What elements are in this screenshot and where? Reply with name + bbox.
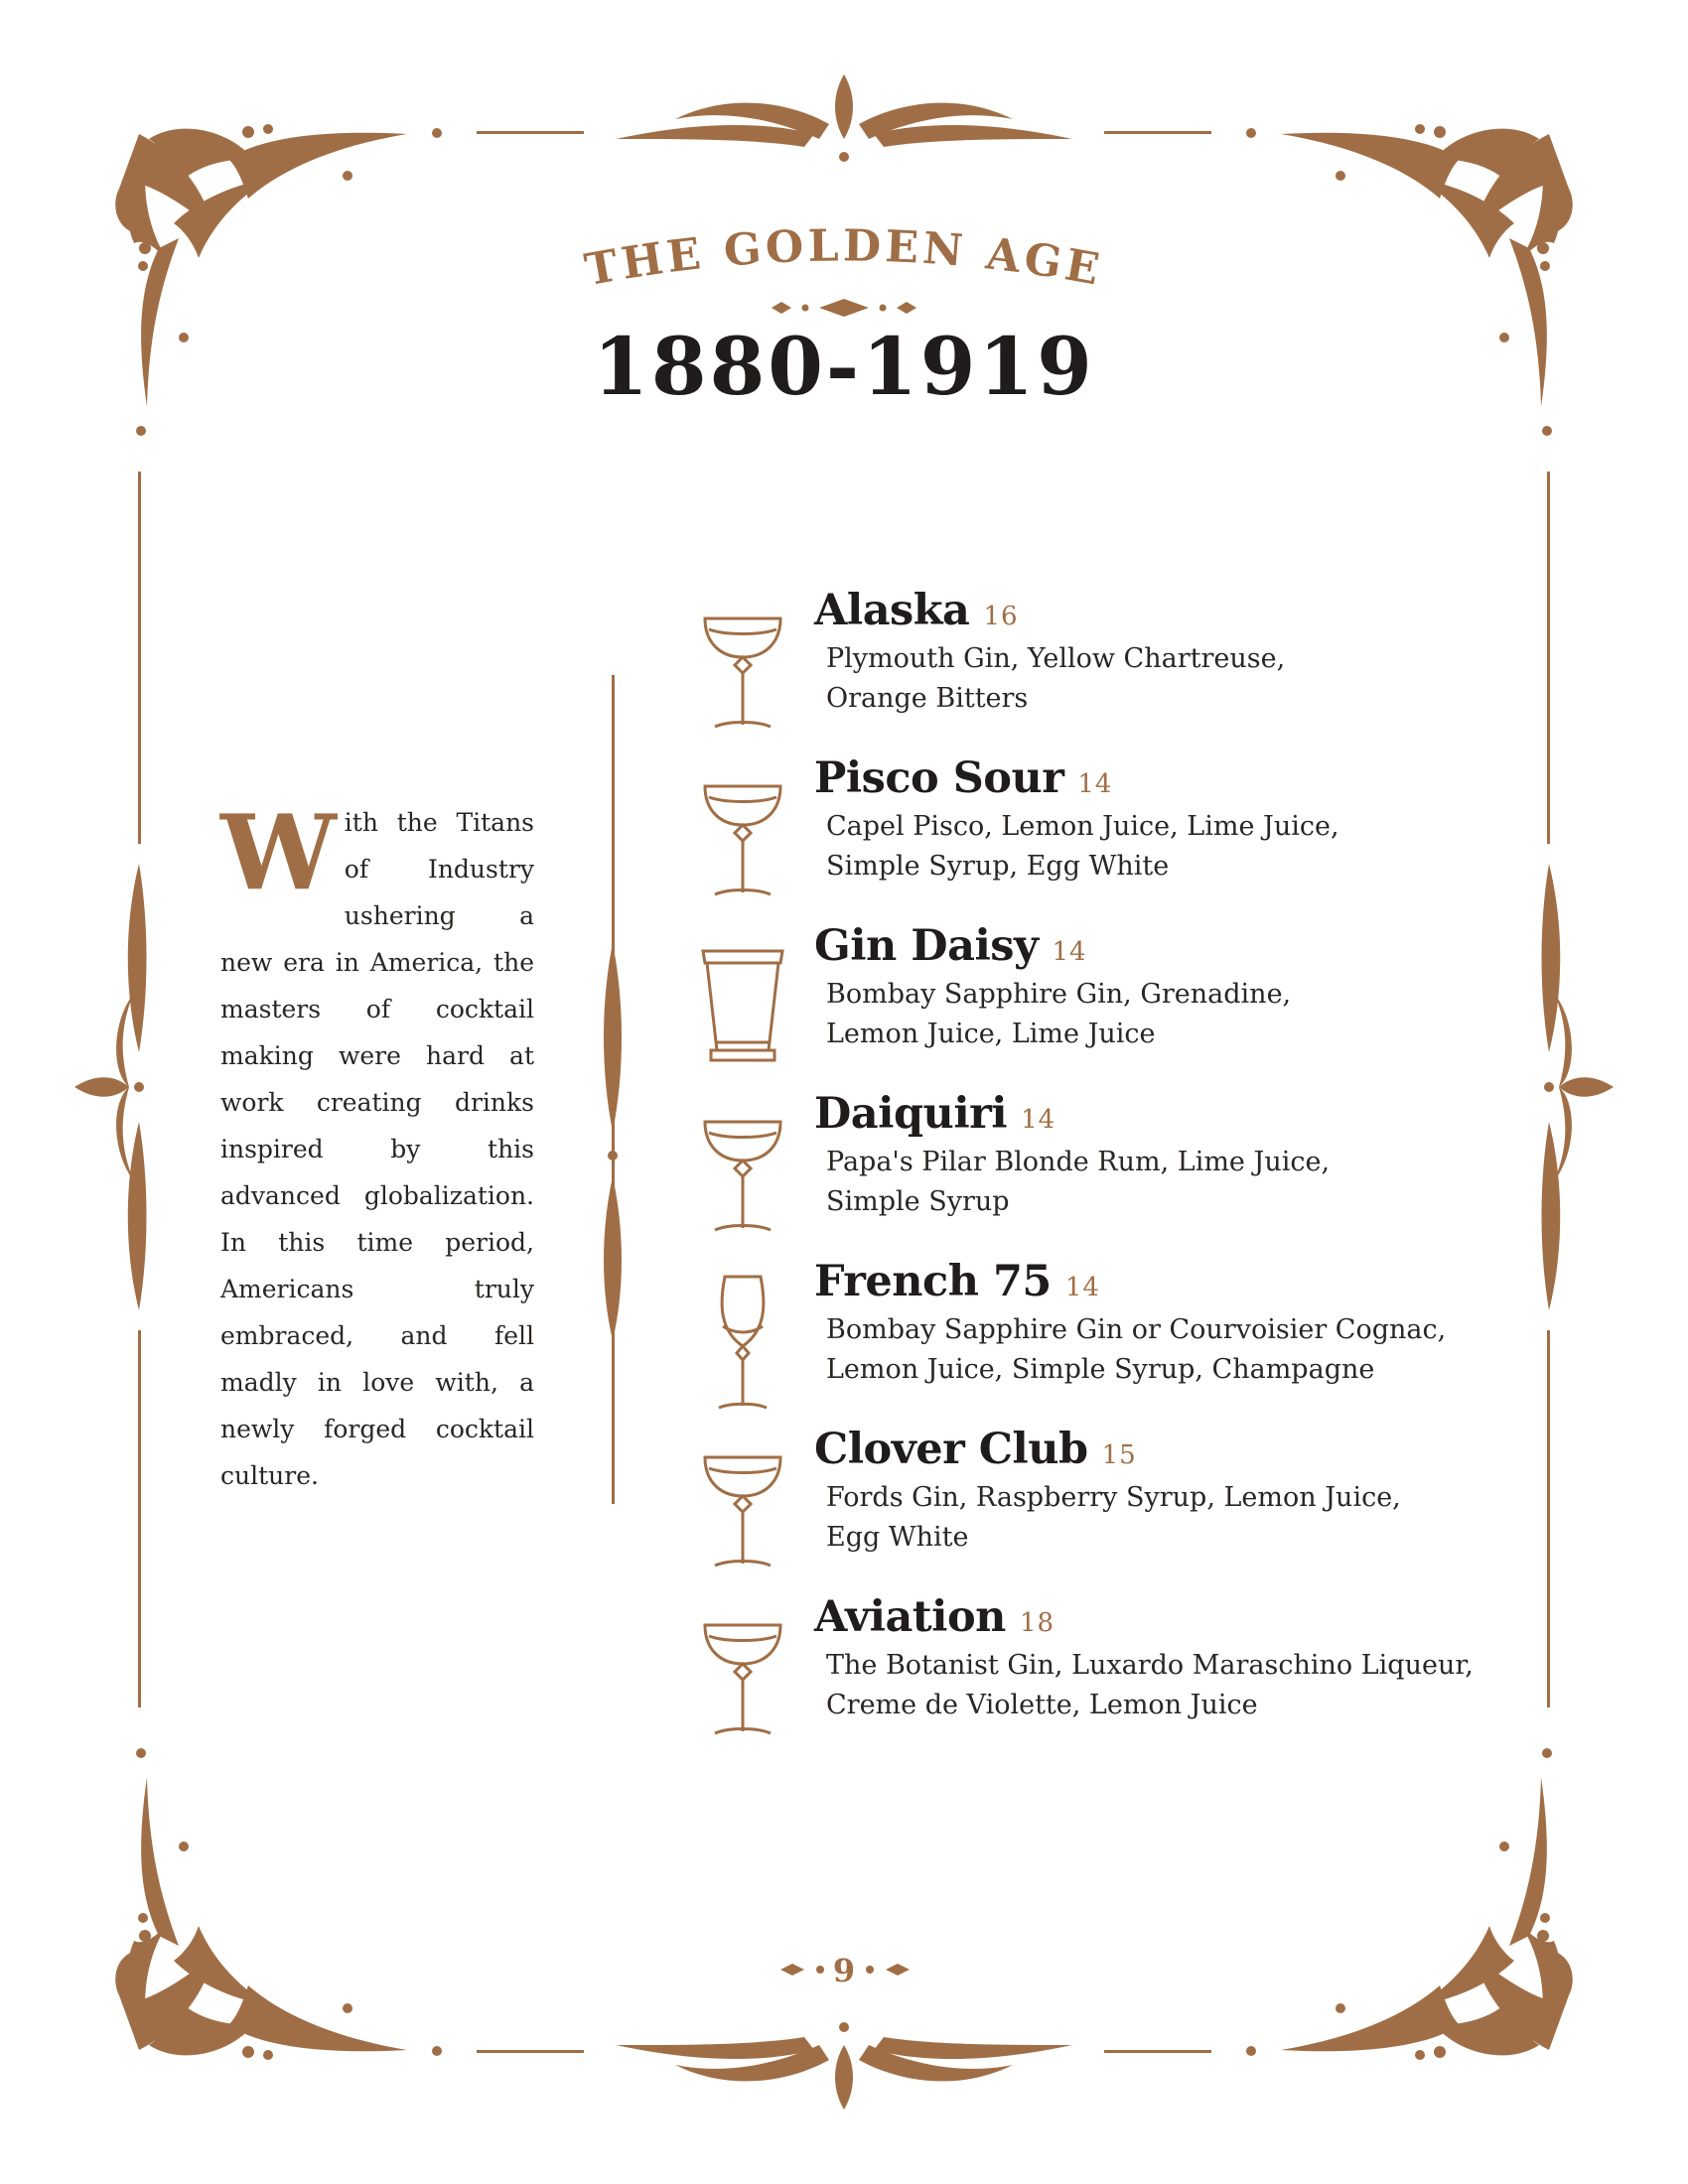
coupe-glass-icon xyxy=(695,1425,790,1578)
title-divider-ornament xyxy=(770,296,918,320)
coupe-glass-icon xyxy=(695,1592,790,1746)
menu-item-text xyxy=(814,1089,1589,1222)
ingredients-line: Bombay Sapphire Gin or Courvoisier Cognac, xyxy=(826,1314,1447,1345)
coupe-glass-icon xyxy=(695,1089,790,1243)
cocktail-name: Daiquiri xyxy=(814,1089,1008,1139)
cocktail-name: French 75 xyxy=(814,1257,1052,1306)
ingredients-line: Capel Pisco, Lemon Juice, Lime Juice, xyxy=(826,811,1339,842)
intro-text: ith the Titans of Industry ushering a new era in America, the masters of cocktail making were hard at work creating drinks inspired by this advanced globalization. In this time period, Americans truly embraced, and fell madly in love with, a newly forged cocktail culture. xyxy=(220,808,534,1490)
menu-item xyxy=(695,586,1589,753)
ingredients-line: Plymouth Gin, Yellow Chartreuse, xyxy=(826,643,1286,674)
menu-item-text xyxy=(814,753,1589,887)
ingredients-line: Fords Gin, Raspberry Syrup, Lemon Juice, xyxy=(826,1482,1401,1513)
cocktail-name: Pisco Sour xyxy=(814,753,1064,803)
ingredients-line: Simple Syrup, Egg White xyxy=(826,851,1170,882)
ingredients-line: Lemon Juice, Lime Juice xyxy=(826,1019,1156,1049)
cocktail-name: Alaska xyxy=(814,586,970,635)
cocktail-price: 14 xyxy=(1021,1105,1056,1135)
menu-item-text xyxy=(814,586,1589,719)
ingredients-line: Orange Bitters xyxy=(826,683,1029,714)
svg-text:THE GOLDEN AGE xyxy=(581,220,1106,296)
column-divider xyxy=(612,675,615,1504)
menu-item-text xyxy=(814,1592,1589,1725)
menu-item-text xyxy=(814,1425,1589,1558)
era-years: 1880-1919 xyxy=(593,320,1095,413)
menu-item xyxy=(695,1089,1589,1257)
drop-cap: W xyxy=(220,791,337,913)
menu-item xyxy=(695,1257,1589,1425)
cocktail-name: Clover Club xyxy=(814,1425,1088,1474)
ingredients-line: The Botanist Gin, Luxardo Maraschino Liqueur, xyxy=(826,1650,1474,1681)
menu-item xyxy=(695,1592,1589,1760)
cocktail-name: Gin Daisy xyxy=(814,921,1039,971)
tulip-glass-icon xyxy=(695,1257,790,1411)
cocktail-ingredients xyxy=(826,1143,1541,1222)
coupe-glass-icon xyxy=(695,753,790,907)
cocktail-price: 14 xyxy=(1064,1273,1100,1302)
cocktail-ingredients xyxy=(826,1310,1541,1390)
ingredients-line: Bombay Sapphire Gin, Grenadine, xyxy=(826,979,1292,1010)
ingredients-line: Creme de Violette, Lemon Juice xyxy=(826,1690,1258,1720)
cocktail-ingredients xyxy=(826,1646,1541,1725)
menu-item-text xyxy=(814,1257,1589,1390)
menu-item-text xyxy=(814,921,1589,1054)
menu-item xyxy=(695,921,1589,1089)
cocktail-ingredients xyxy=(826,639,1541,719)
menu-item xyxy=(695,1425,1589,1592)
cocktail-price: 14 xyxy=(1052,937,1087,967)
ingredients-line: Lemon Juice, Simple Syrup, Champagne xyxy=(826,1354,1375,1385)
page-number: 9 xyxy=(832,1952,856,1989)
section-title-text: THE GOLDEN AGE xyxy=(581,220,1107,297)
cocktail-price: 18 xyxy=(1019,1608,1055,1638)
cocktail-name: Aviation xyxy=(814,1592,1006,1642)
ingredients-line: Simple Syrup xyxy=(826,1186,1010,1217)
ingredients-line: Papa's Pilar Blonde Rum, Lime Juice, xyxy=(826,1147,1331,1177)
ingredients-line: Egg White xyxy=(826,1522,969,1553)
coupe-glass-icon xyxy=(695,586,790,740)
menu-item xyxy=(695,753,1589,921)
julep-cup-icon xyxy=(695,921,790,1075)
cocktail-ingredients xyxy=(826,1478,1541,1558)
page-number-right-ornament xyxy=(854,1958,914,1981)
cocktail-price: 15 xyxy=(1101,1440,1137,1470)
cocktail-ingredients xyxy=(826,807,1541,887)
cocktail-menu xyxy=(695,586,1589,1760)
cocktail-price: 16 xyxy=(983,602,1019,631)
cocktail-ingredients xyxy=(826,975,1541,1054)
intro-paragraph xyxy=(220,791,534,1499)
cocktail-price: 14 xyxy=(1077,769,1113,799)
